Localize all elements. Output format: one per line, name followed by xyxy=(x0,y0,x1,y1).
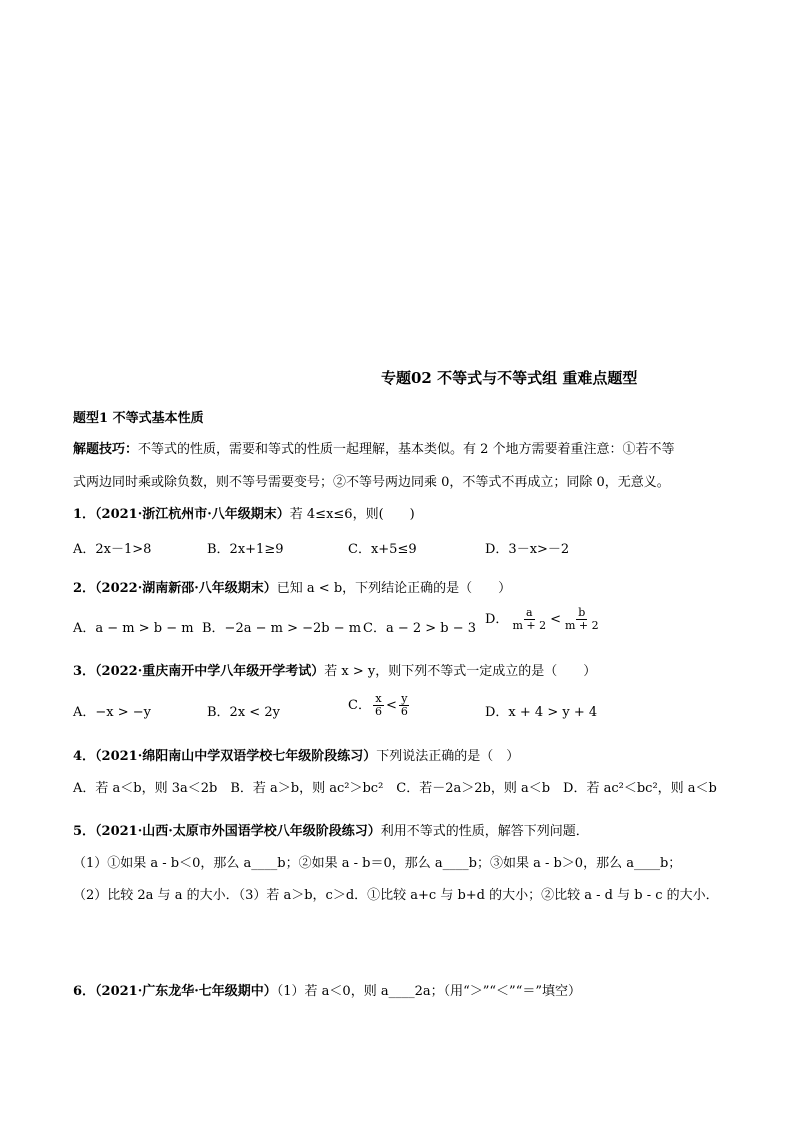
page-title: 专题02 不等式与不等式组 重难点题型 xyxy=(381,369,638,387)
q1-option-b: B．2x+1≥9 xyxy=(207,542,284,557)
question-stem: 已知 a < b，下列结论正确的是（ ） xyxy=(276,581,512,596)
question-2 xyxy=(73,580,511,598)
fraction-left xyxy=(510,607,548,632)
question-number: 2． xyxy=(73,581,96,596)
question-6 xyxy=(73,983,581,1001)
question-stem: （1）若 a＜0，则 a____2a；（用“＞”“＜”“＝”填空） xyxy=(276,984,581,999)
fraction-right xyxy=(563,607,601,632)
denominator: m + 2 xyxy=(512,619,547,632)
q1-option-a: A．2x－1>8 xyxy=(73,542,152,557)
q2-option-b: B．−2a − m > −2b − m xyxy=(202,621,362,636)
question-stem: 若 4≤x≤6，则( ) xyxy=(289,507,415,522)
q4-options: A．若 a＜b，则 3a＜2b B．若 a＞b，则 ac²＞bc² C．若－2a＞2b，则 a＜b D．若 ac²＜bc²，则 a＜b xyxy=(73,781,717,796)
question-source: （2022·湖南新邵·八年级期末） xyxy=(95,581,277,596)
q3-option-b: B．2x < 2y xyxy=(207,705,280,720)
question-5 xyxy=(73,823,589,841)
question-stem: 若 x > y，则下列不等式一定成立的是（ ） xyxy=(324,664,597,679)
question-3 xyxy=(73,663,596,681)
tip-line-2: 式两边同时乘或除负数，则不等号需要变号；②不等号两边同乘 0，不等式不再成立；同除 0，无意义。 xyxy=(73,475,670,490)
question-source: （2021·浙江杭州市·八年级期末） xyxy=(95,507,290,522)
question-stem: 下列说法正确的是（ ） xyxy=(376,749,520,764)
question-source: （2021·广东龙华·七年级期中） xyxy=(95,984,277,999)
question-number: 3． xyxy=(73,664,96,679)
question-number: 5． xyxy=(73,824,96,839)
option-label: D． xyxy=(485,612,509,627)
question-4 xyxy=(73,748,519,766)
fraction-right xyxy=(399,693,410,718)
less-than-symbol: < xyxy=(550,612,561,627)
question-source: （2022·重庆南开中学八年级开学考试） xyxy=(95,664,325,679)
numerator: y xyxy=(401,692,408,705)
q1-option-d: D．3－x>－2 xyxy=(485,542,570,557)
q2-option-a: A．a − m > b − m xyxy=(73,621,194,636)
q2-option-c: C．a − 2 > b − 3 xyxy=(363,621,477,636)
q5-part-2-3: （2）比较 2a 与 a 的大小．（3）若 a＞b，c＞d．①比较 a+c 与 b+d 的大小；②比较 a - d 与 b - c 的大小． xyxy=(73,888,719,903)
question-number: 1． xyxy=(73,507,96,522)
option-label: C． xyxy=(348,698,371,713)
q3-option-d: D．x + 4 > y + 4 xyxy=(485,705,598,720)
section-heading: 题型1 不等式基本性质 xyxy=(73,411,204,426)
denominator: 6 xyxy=(374,705,382,718)
q2-option-d xyxy=(485,607,603,632)
less-than-symbol: < xyxy=(385,698,397,713)
fraction-left xyxy=(373,693,384,718)
tip-text-1: 不等式的性质，需要和等式的性质一起理解，基本类似。有 2 个地方需要着重注意：①若不等 xyxy=(138,442,675,457)
denominator: 6 xyxy=(400,705,408,718)
question-stem: 利用不等式的性质，解答下列问题． xyxy=(380,824,589,839)
tip-label: 解题技巧： xyxy=(73,442,139,457)
question-number: 4． xyxy=(73,749,96,764)
question-source: （2021·山西·太原市外国语学校八年级阶段练习） xyxy=(95,824,381,839)
question-number: 6． xyxy=(73,984,96,999)
question-1 xyxy=(73,506,415,524)
numerator: x xyxy=(375,692,382,705)
q1-option-c: C．x+5≤9 xyxy=(348,542,417,557)
denominator: m + 2 xyxy=(564,619,599,632)
question-source: （2021·绵阳南山中学双语学校七年级阶段练习） xyxy=(95,749,377,764)
q5-part-1: （1）①如果 a - b＜0，那么 a____b；②如果 a - b＝0，那么 a____b；③如果 a - b＞0，那么 a____b； xyxy=(73,856,682,871)
q3-option-a: A．−x > −y xyxy=(73,705,152,720)
q3-option-c xyxy=(348,693,412,718)
tip-line-1 xyxy=(73,441,675,459)
numerator: a xyxy=(525,606,533,619)
numerator: b xyxy=(578,606,586,619)
